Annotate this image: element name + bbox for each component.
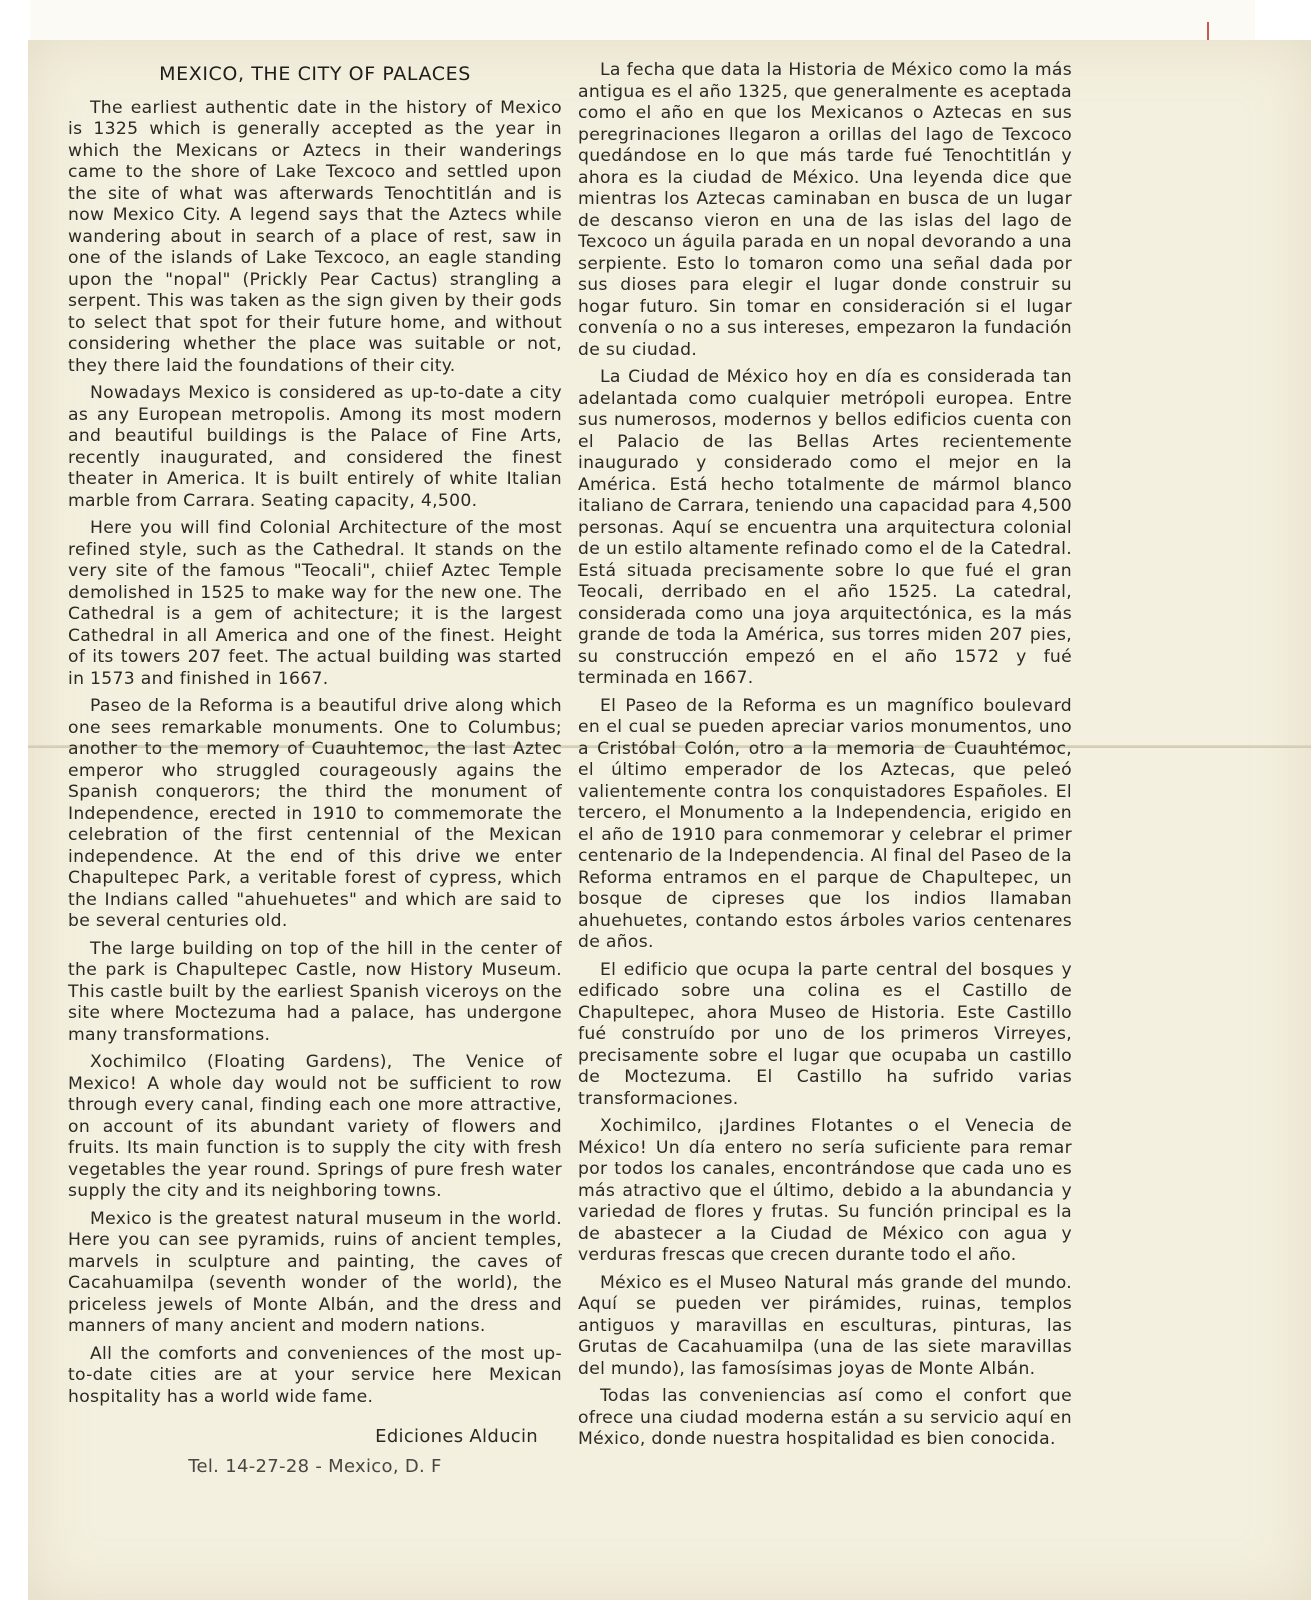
english-paragraph-7: Mexico is the greatest natural museum in the world. Here you can see pyramids, ruins of ancient temples, marvels in sculpture and painting, the caves of Cacahuamilpa (seventh wonder of the world), the priceless jewels of Monte Albán, and the dress and manners of many ancient and modern nations. bbox=[68, 1208, 562, 1336]
publisher-phone: Tel. 14-27-28 - Mexico, D. F bbox=[188, 1455, 442, 1477]
english-paragraph-6: Xochimilco (Floating Gardens), The Venice of Mexico! A whole day would not be sufficient to row through every canal, finding each one more attractive, on account of its abundant variety of flowers and fruits. Its main function is to supply the city with fresh vegetables the year round. Springs of pure fresh water supply the city and its neighboring towns. bbox=[68, 1052, 562, 1201]
spanish-paragraph-6: México es el Museo Natural más grande del mundo. Aquí se pueden ver pirámides, ruinas, templos antiguos y maravillas en esculturas, pinturas, las Grutas de Cacahuamilpa (una de las siete maravillas del mundo), las famosísimas joyas de Monte Albán. bbox=[578, 1272, 1072, 1379]
english-paragraph-5: The large building on top of the hill in the center of the park is Chapultepec Castle, now History Museum. This castle built by the earliest Spanish viceroys on the site where Moctezuma had a palace, has undergone many transformations. bbox=[68, 938, 562, 1045]
english-paragraph-2: Nowadays Mexico is considered as up-to-date a city as any European metropolis. Among its most modern and beautiful buildings is the Palace of Fine Arts, recently inaugurated, and considered the finest theater in America. It is built entirely of white Italian marble from Carrara. Seating capacity, 4,500. bbox=[68, 383, 562, 511]
spanish-paragraph-4: El edificio que ocupa la parte central del bosques y edificado sobre una colina es el Castillo de Chapultepec, ahora Museo de Historia. Este Castillo fué construído por uno de los primeros Virreyes, precisamente sobre el lugar que ocupaba un castillo de Moctezuma. El Castillo ha sufrido varias transformaciones. bbox=[578, 959, 1072, 1109]
top-paper-edge bbox=[30, 0, 1255, 41]
english-paragraph-8: All the comforts and conveniences of the most up-to-date cities are at your service here Mexican hospitality has a world wide fame. bbox=[68, 1343, 562, 1407]
spanish-column bbox=[578, 60, 1072, 1457]
english-column bbox=[68, 60, 562, 1477]
english-paragraph-4: Paseo de la Reforma is a beautiful drive along which one sees remarkable monuments. One to Columbus; another to the memory of Cuauhtemoc, the last Aztec emperor who struggled courageously agains the Spanish conquerors; the third the monument of Independence, erected in 1910 to commemorate the celebration of the first centennial of the Mexican independence. At the end of this drive we enter Chapultepec Park, a veritable forest of cypress, which the Indians called "ahuehuetes" and which are said to be several centuries old. bbox=[68, 696, 562, 931]
english-paragraph-3: Here you will find Colonial Architecture of the most refined style, such as the Cathedral. It stands on the very site of the famous "Teocali", chiief Aztec Temple demolished in 1525 to make way for the new one. The Cathedral is a gem of achitecture; it is the largest Cathedral in all America and one of the finest. Height of its towers 207 feet. The actual building was started in 1573 and finished in 1667. bbox=[68, 518, 562, 689]
document-title: MEXICO, THE CITY OF PALACES bbox=[159, 63, 471, 85]
spanish-paragraph-1: La fecha que data la Historia de México como la más antigua es el año 1325, que generalmente es aceptada como el año en que los Mexicanos o Aztecas en sus peregrinaciones llegaron a orillas del lago de Texcoco quedándose en lo que más tarde fué Tenochtitlán y ahora es la ciudad de México. Una leyenda dice que mientras los Aztecas caminaban en busca de un lugar de descanso vieron en una de las islas del lago de Texcoco un águila parada en un nopal devorando a una serpiente. Esto lo tomaron como una señal dada por sus dioses para elegir el lugar donde construir su hogar futuro. Sin tomar en consideración si el lugar convenía o no a sus intereses, empezaron la fundación de su ciudad. bbox=[578, 60, 1072, 360]
spanish-paragraph-2: La Ciudad de México hoy en día es considerada tan adelantada como cualquier metrópoli europea. Entre sus numerosos, modernos y bellos edificios cuenta con el Palacio de las Bellas Artes recientemente inaugurado y considerado como el mejor en la América. Está hecho totalmente de mármol blanco italiano de Carrara, teniendo una capacidad para 4,500 personas. Aquí se encuentra una arquitectura colonial de un estilo altamente refinado como el de la Catedral. Está situada precisamente sobre lo que fué el gran Teocali, derribado en el año 1525. La catedral, considerada como una joya arquitectónica, es la más grande de toda la América, sus torres miden 207 pies, su construcción empezó en el año 1572 y fué terminada en 1667. bbox=[578, 367, 1072, 688]
publisher-name: Ediciones Alducin bbox=[375, 1426, 538, 1447]
english-paragraph-1: The earliest authentic date in the history of Mexico is 1325 which is generally accepted as the year in which the Mexicans or Aztecs in their wanderings came to the shore of Lake Texcoco and settled upon the site of what was afterwards Tenochtitlán and is now Mexico City. A legend says that the Aztecs while wandering about in search of a place of rest, saw in one of the islands of Lake Texcoco, an eagle standing upon the "nopal" (Prickly Pear Cactus) strangling a serpent. This was taken as the sign given by their gods to select that spot for their future home, and without considering whether the place was suitable or not, they there laid the foundations of their city. bbox=[68, 97, 562, 376]
spanish-paragraph-3: El Paseo de la Reforma es un magnífico boulevard en el cual se pueden apreciar varios monumentos, uno a Cristóbal Colón, otro a la memoria de Cuauhtémoc, el último emperador de los Aztecas, que peleó valientemente contra los conquistadores Españoles. El tercero, el Monumento a la Independencia, erigido en el año de 1910 para conmemorar y celebrar el primer centenario de la Independencia. Al final del Paseo de la Reforma entramos en el parque de Chapultepec, un bosque de cipreses que los indios llamaban ahuehuetes, contando estos árboles varios centenares de años. bbox=[578, 695, 1072, 952]
spanish-paragraph-5: Xochimilco, ¡Jardines Flotantes o el Venecia de México! Un día entero no sería suficiente para remar por todos los canales, encontrándose que cada uno es más atractivo que el último, debido a la abundancia y variedad de flores y frutas. Su función principal es la de abastecer a la Ciudad de México con agua y verduras frescas que crecen durante todo el año. bbox=[578, 1116, 1072, 1265]
spanish-paragraph-7: Todas las conveniencias así como el confort que ofrece una ciudad moderna están a su servicio aquí en México, donde nuestra hospitalidad es bien conocida. bbox=[578, 1386, 1072, 1449]
